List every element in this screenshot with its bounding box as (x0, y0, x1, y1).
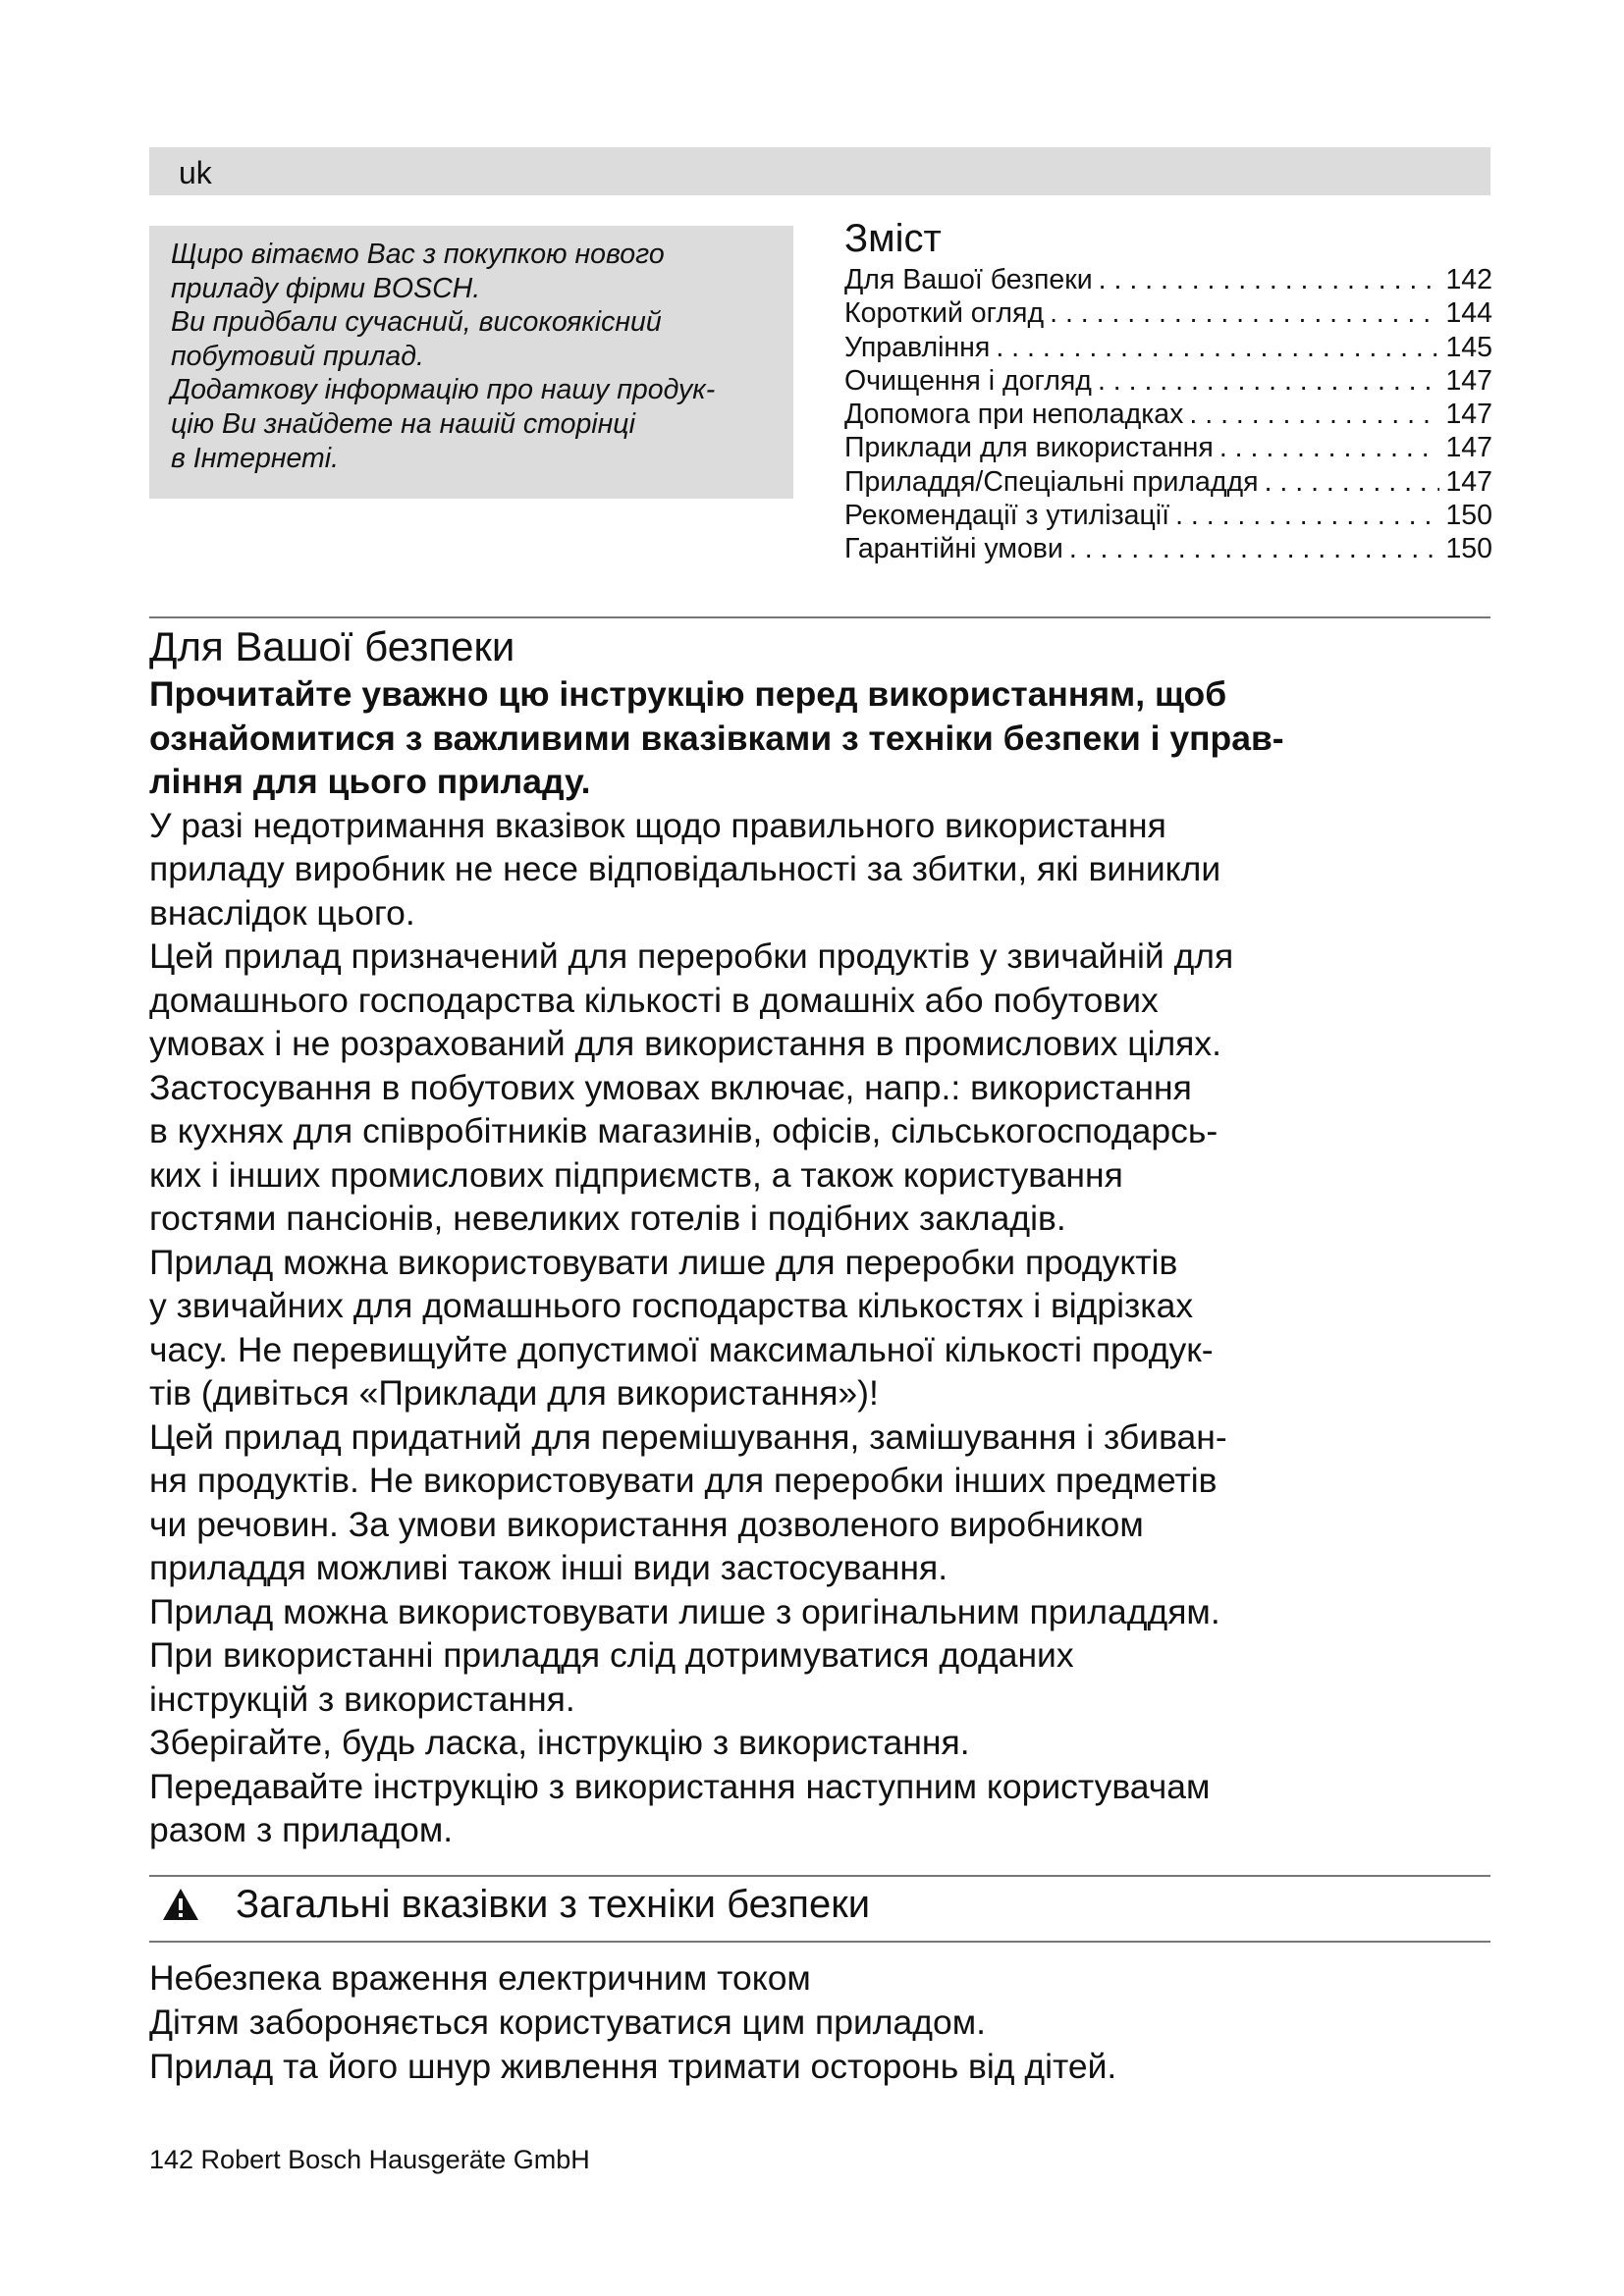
toc-item[interactable] (844, 465, 1492, 499)
intro-line: побутовий прилад. (171, 340, 424, 372)
general-safety-title: Загальні вказівки з техніки безпеки (236, 1883, 871, 1926)
toc-item[interactable] (844, 431, 1492, 464)
section-body (149, 672, 1524, 1852)
intro-line: Щиро вітаємо Вас з покупкою нового (171, 239, 665, 270)
body-line: чи речовин. За умови використання дозволеного виробником (149, 1504, 1144, 1544)
toc-item-label: Рекомендації з утилізації (844, 500, 1170, 532)
toc-item-page: 144 (1445, 297, 1492, 330)
body-line: умовах і не розрахований для використання в промислових цілях. (149, 1024, 1222, 1063)
intro-line: цію Ви знайдете на нашій сторінці (171, 407, 635, 440)
toc-item-page: 142 (1445, 264, 1492, 295)
general-safety-heading (149, 1880, 870, 1929)
intro-line: в Інтернеті. (171, 442, 340, 474)
toc-leader (1098, 364, 1440, 398)
toc-item-page: 147 (1445, 465, 1492, 498)
electric-shock-body (149, 2001, 1116, 2088)
body-line: ня продуктів. Не використовувати для переробки інших предметів (149, 1461, 1218, 1500)
body-line: Цей прилад придатний для перемішування, замішування і збиван- (149, 1416, 1227, 1457)
toc-item-label: Для Вашої безпеки (844, 264, 1093, 295)
intro-line: Ви придбали сучасний, високоякісний (171, 306, 662, 339)
body-line: Прилад та його шнур живлення тримати осторонь від дітей. (149, 2046, 1117, 2086)
toc-leader (996, 331, 1439, 364)
toc-leader (1175, 499, 1439, 532)
body-line: в кухнях для співробітників магазинів, офісів, сільськогосподарсь- (149, 1111, 1218, 1150)
toc-item-page: 147 (1445, 432, 1492, 464)
body-line: Цей прилад призначений для переробки продуктів у звичайній для (149, 936, 1234, 976)
body-line: тів (дивіться «Приклади для використання»)! (149, 1373, 879, 1413)
body-line: Застосування в побутових умовах включає, напр.: використання (149, 1067, 1192, 1107)
body-line: разом з приладом. (149, 1810, 454, 1849)
body-line: Прилад можна використовувати лише з оригінальним приладдям. (149, 1591, 1220, 1631)
warning-triangle-icon (161, 1887, 200, 1922)
bold-intro-line: ознайомитися з важливими вказівками з техніки безпеки і управ- (149, 718, 1284, 758)
toc-item[interactable] (844, 532, 1492, 565)
body-line: гостями пансіонів, невеликих готелів і подібних закладів. (149, 1199, 1066, 1238)
body-line: часу. Не перевищуйте допустимої максимальної кількості продук- (149, 1329, 1214, 1369)
toc-title: Зміст (844, 217, 942, 260)
body-line: При використанні приладдя слід дотримуватися доданих (149, 1635, 1074, 1675)
electric-shock-subtitle: Небезпека враження електричним током (149, 1958, 811, 1998)
body-line: Зберігайте, будь ласка, інструкцію з використання. (149, 1723, 970, 1762)
body-line: інструкцій з використання. (149, 1679, 575, 1719)
toc-leader (1219, 431, 1440, 464)
body-line: приладу виробник не несе відповідальності за збитки, які виникли (149, 849, 1221, 888)
intro-line: Додаткову інформацію про нашу продук- (171, 374, 716, 406)
body-line: ких і інших промислових підприємств, а також користування (149, 1154, 1123, 1195)
language-code: uk (179, 155, 212, 190)
toc-item[interactable] (844, 263, 1492, 296)
toc-item-label: Приладдя/Спеціальні приладдя (844, 465, 1259, 498)
intro-box (149, 226, 793, 499)
toc-item[interactable] (844, 331, 1492, 364)
body-line: Дітям забороняється користуватися цим приладом. (149, 2002, 986, 2042)
body-line: приладдя можливі також інші види застосування. (149, 1548, 948, 1587)
toc-item-page: 147 (1445, 399, 1492, 431)
page-footer: 142 Robert Bosch Hausgeräte GmbH (149, 2145, 590, 2174)
body-line: Прилад можна використовувати лише для переробки продуктів (149, 1242, 1178, 1282)
language-bar (149, 147, 1490, 195)
body-line: Передавайте інструкцію з використання наступним користувачам (149, 1766, 1211, 1806)
toc-item-page: 150 (1445, 500, 1492, 532)
toc-item-label: Управління (844, 331, 991, 363)
toc-item-page: 145 (1445, 331, 1492, 363)
toc-leader (1069, 532, 1440, 565)
toc-item-label: Допомога при неполадках (844, 399, 1184, 431)
intro-line: приладу фірми BOSCH. (171, 272, 481, 304)
body-line: внаслідок цього. (149, 892, 415, 933)
bold-intro-line: ління для цього приладу. (149, 762, 591, 801)
table-of-contents (844, 263, 1492, 566)
toc-item[interactable] (844, 499, 1492, 532)
toc-item-label: Очищення і догляд (844, 364, 1092, 397)
bold-intro-line: Прочитайте уважно цю інструкцію перед використанням, щоб (149, 674, 1227, 714)
toc-item-label: Приклади для використання (844, 432, 1214, 464)
toc-item[interactable] (844, 398, 1492, 431)
toc-item-label: Гарантійні умови (844, 533, 1063, 565)
divider (149, 1875, 1490, 1877)
toc-item[interactable] (844, 364, 1492, 398)
divider (149, 1941, 1490, 1943)
body-line: У разі недотримання вказівок щодо правильного використання (149, 805, 1166, 845)
toc-item-page: 147 (1445, 364, 1492, 397)
section-title: Для Вашої безпеки (149, 623, 515, 669)
toc-item[interactable] (844, 296, 1492, 330)
body-line: домашнього господарства кількості в домашніх або побутових (149, 980, 1159, 1020)
toc-leader (1099, 263, 1440, 296)
body-line: у звичайних для домашнього господарства кількостях і відрізках (149, 1286, 1194, 1325)
toc-item-page: 150 (1445, 533, 1492, 565)
divider (149, 616, 1490, 618)
toc-leader (1050, 296, 1439, 330)
toc-leader (1265, 465, 1440, 499)
toc-item-label: Короткий огляд (844, 297, 1045, 330)
toc-leader (1189, 398, 1439, 431)
